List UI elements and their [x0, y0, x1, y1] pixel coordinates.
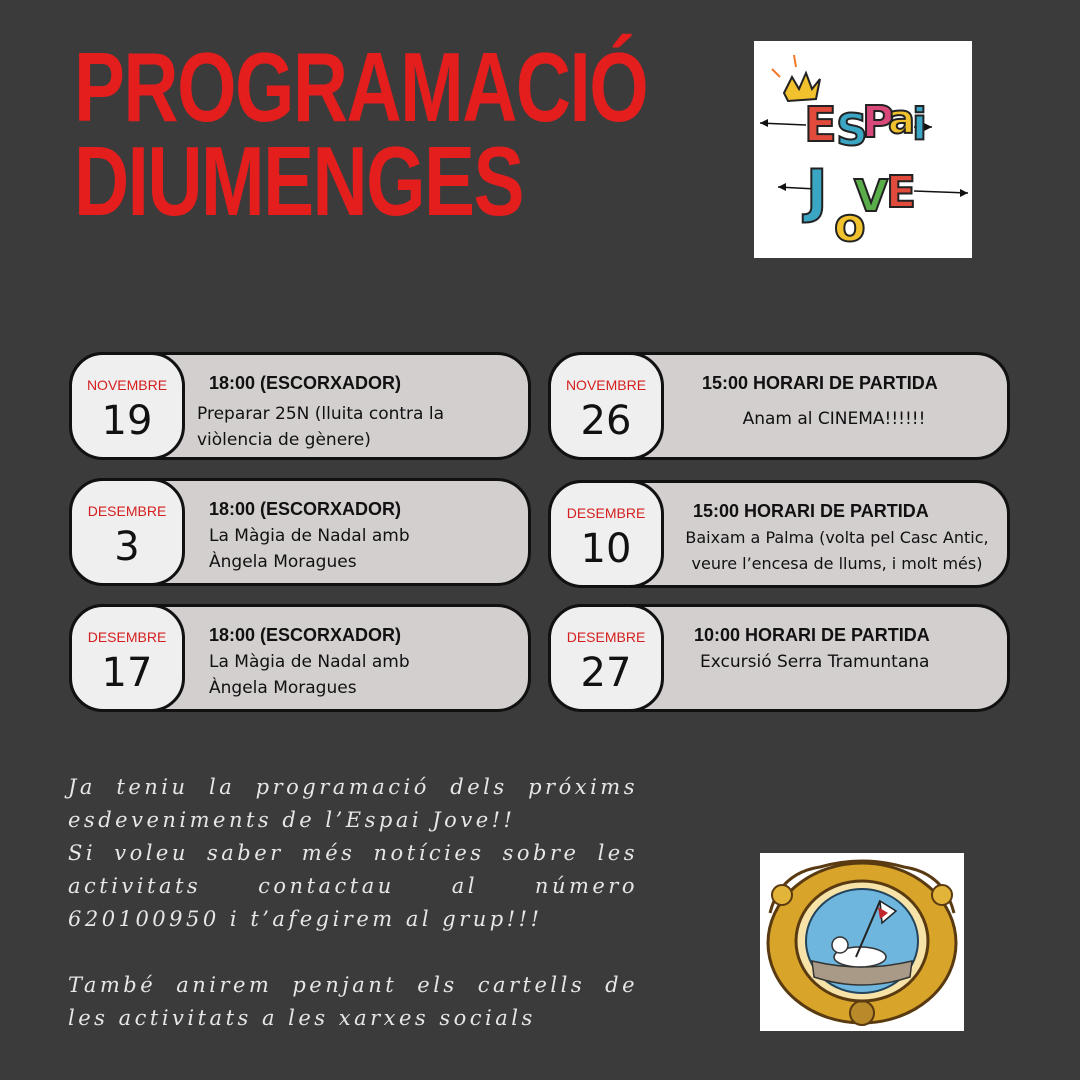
- event-time: 15:00 HORARI DE PARTIDA: [702, 373, 938, 393]
- svg-text:i: i: [912, 99, 928, 150]
- event-card: [69, 604, 531, 712]
- title-line-1: PROGRAMACIÓ: [74, 32, 648, 142]
- event-time: 18:00 (ESCORXADOR): [209, 373, 402, 393]
- info-text: [68, 771, 638, 1035]
- event-day: 26: [580, 398, 632, 444]
- date-box: [69, 478, 185, 586]
- date-box: [69, 352, 185, 460]
- date-box: [548, 604, 664, 712]
- coat-of-arms-icon: [760, 853, 964, 1031]
- event-day: 19: [101, 398, 153, 444]
- event-time: 10:00 HORARI DE PARTIDA: [694, 625, 930, 645]
- espai-jove-logo-icon: [754, 41, 972, 258]
- info-paragraph: Ja teniu la programació dels próxims esdeveniments de l’Espai Jove!!: [68, 775, 638, 832]
- date-box: [548, 352, 664, 460]
- event-card: [69, 352, 531, 460]
- event-day: 27: [580, 650, 632, 696]
- date-box: [69, 604, 185, 712]
- event-month: NOVEMBRE: [565, 377, 647, 393]
- event-day: 3: [114, 524, 140, 570]
- info-paragraph: També anirem penjant els cartells de les activitats a les xarxes socials: [68, 973, 638, 1030]
- event-card: [548, 352, 1010, 460]
- event-card: [548, 480, 1010, 588]
- svg-text:E: E: [804, 97, 837, 153]
- event-description: Preparar 25N (lluita contra la viòlencia de gènere): [197, 404, 444, 450]
- event-time: 15:00 HORARI DE PARTIDA: [693, 501, 929, 521]
- event-description: Baixam a Palma (volta pel Casc Antic, veure l’encesa de llums, i molt més): [685, 528, 989, 573]
- event-day: 17: [101, 650, 153, 696]
- event-card: [69, 478, 531, 586]
- event-month: DESEMBRE: [566, 505, 646, 521]
- event-month: DESEMBRE: [566, 629, 646, 645]
- event-description: Anam al CINEMA!!!!!!: [742, 409, 926, 429]
- svg-text:a: a: [888, 97, 915, 143]
- event-month: DESEMBRE: [87, 503, 167, 519]
- page-title: [74, 32, 648, 236]
- event-description: La Màgia de Nadal amb Àngela Moragues: [209, 526, 410, 572]
- info-paragraph: Si voleu saber més notícies sobre les activitats contactau al número 620100950 i t’afegirem al grup!!!: [68, 841, 638, 931]
- svg-text:S: S: [836, 105, 868, 156]
- event-description: Excursió Serra Tramuntana: [700, 652, 930, 672]
- event-time: 18:00 (ESCORXADOR): [209, 625, 402, 645]
- date-box: [548, 480, 664, 588]
- svg-text:J: J: [806, 157, 828, 225]
- event-month: DESEMBRE: [87, 629, 167, 645]
- svg-text:o: o: [834, 198, 866, 252]
- svg-text:V: V: [854, 171, 889, 222]
- svg-text:P: P: [862, 97, 895, 148]
- event-description: La Màgia de Nadal amb Àngela Moragues: [209, 652, 410, 698]
- event-day: 10: [580, 526, 632, 572]
- title-line-2: DIUMENGES: [74, 126, 523, 236]
- event-card: [548, 604, 1010, 712]
- event-month: NOVEMBRE: [86, 377, 168, 393]
- svg-text:E: E: [886, 167, 917, 218]
- event-time: 18:00 (ESCORXADOR): [209, 499, 402, 519]
